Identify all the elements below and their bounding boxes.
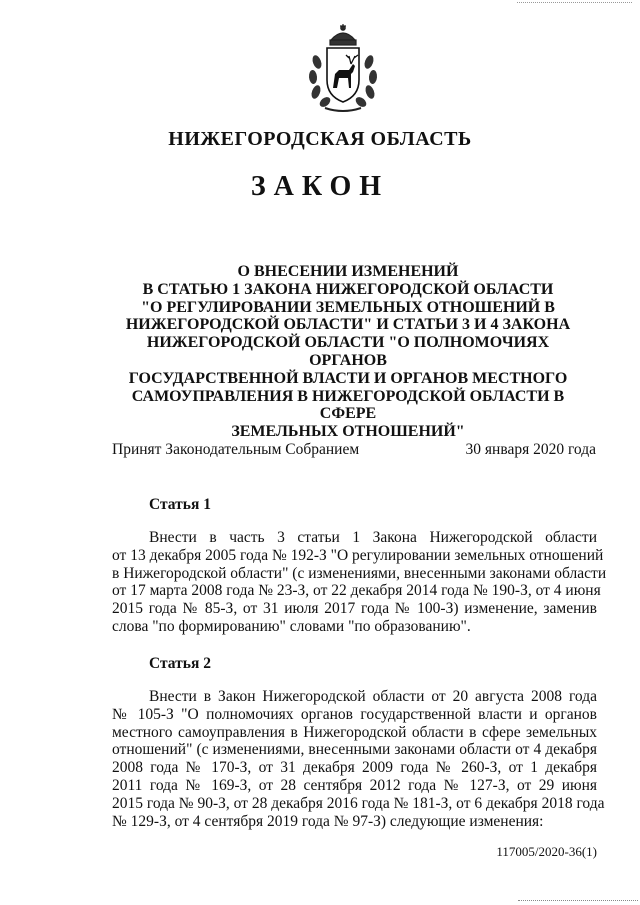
adopted-by-text: Принят Законодательным Собранием	[112, 441, 360, 458]
paragraph-line: в Нижегородской области" (с изменениями, внесенными законами области	[112, 564, 607, 582]
scan-edge-mark	[517, 2, 632, 5]
paragraph-line: от 13 декабря 2005 года № 192-З "О регулировании земельных отношений	[112, 546, 604, 564]
subject-line: "О РЕГУЛИРОВАНИИ ЗЕМЕЛЬНЫХ ОТНОШЕНИЙ В	[141, 298, 555, 316]
law-subject-title	[110, 263, 586, 441]
paragraph-line: слова "по формированию" словами "по образованию".	[112, 617, 471, 635]
subject-line: НИЖЕГОРОДСКОЙ ОБЛАСТИ "О ПОЛНОМОЧИЯХ ОРГАНОВ	[146, 334, 550, 369]
subject-line: ЗЕМЕЛЬНЫХ ОТНОШЕНИЙ"	[231, 423, 465, 441]
paragraph-line: № 129-З, от 4 сентября 2019 года № 97-З) следующие изменения:	[112, 812, 544, 830]
coat-of-arms-icon	[303, 22, 383, 114]
paragraph-line: 2015 года № 90-З, от 28 декабря 2016 года № 181-З, от 6 декабря 2018 года	[112, 794, 605, 812]
article-1-heading: Статья 1	[149, 496, 211, 513]
paragraph-line: 2015 года № 85-З, от 31 июля 2017 года № 100-З) изменение, заменив	[112, 600, 597, 618]
document-type-title: ЗАКОН	[250, 171, 390, 202]
paragraph-line: от 17 марта 2008 года № 23-З, от 22 декабря 2014 года № 190-З, от 4 июня	[112, 582, 601, 600]
article-2-body	[112, 688, 605, 830]
subject-line: САМОУПРАВЛЕНИЯ В НИЖЕГОРОДСКОЙ ОБЛАСТИ В СФЕРЕ	[131, 387, 565, 423]
subject-line: О ВНЕСЕНИИ ИЗМЕНЕНИЙ	[237, 263, 459, 280]
paragraph-line: Внести в Закон Нижегородской области от 20 августа 2008 года	[149, 688, 597, 705]
subject-line: В СТАТЬЮ 1 ЗАКОНА НИЖЕГОРОДСКОЙ ОБЛАСТИ	[142, 280, 554, 298]
region-title: НИЖЕГОРОДСКАЯ ОБЛАСТЬ	[168, 128, 472, 150]
paragraph-line: № 105-З "О полномочиях органов государственной власти и органов	[112, 705, 597, 723]
article-2-heading: Статья 2	[149, 655, 211, 672]
paragraph-line: 2011 года № 169-З, от 28 сентября 2012 года № 127-З, от 29 июня	[112, 776, 597, 794]
subject-line: НИЖЕГОРОДСКОЙ ОБЛАСТИ" И СТАТЬИ 3 И 4 ЗАКОНА	[125, 316, 571, 334]
paragraph-line: местного самоуправления в Нижегородской области в сфере земельных	[112, 723, 597, 741]
paragraph-line: отношений" (с изменениями, внесенными законами области от 4 декабря	[112, 741, 597, 759]
paragraph-line: 2008 года № 170-З, от 31 декабря 2009 года № 260-З, от 1 декабря	[112, 759, 597, 777]
article-1-body	[112, 529, 607, 636]
document-registration-number: 117005/2020-36(1)	[496, 844, 597, 859]
adoption-date: 30 января 2020 года	[465, 441, 596, 458]
subject-line: ГОСУДАРСТВЕННОЙ ВЛАСТИ И ОРГАНОВ МЕСТНОГО	[128, 369, 568, 387]
paragraph-line: Внести в часть 3 статьи 1 Закона Нижегородской области	[149, 529, 597, 546]
scan-edge-mark	[518, 900, 638, 903]
